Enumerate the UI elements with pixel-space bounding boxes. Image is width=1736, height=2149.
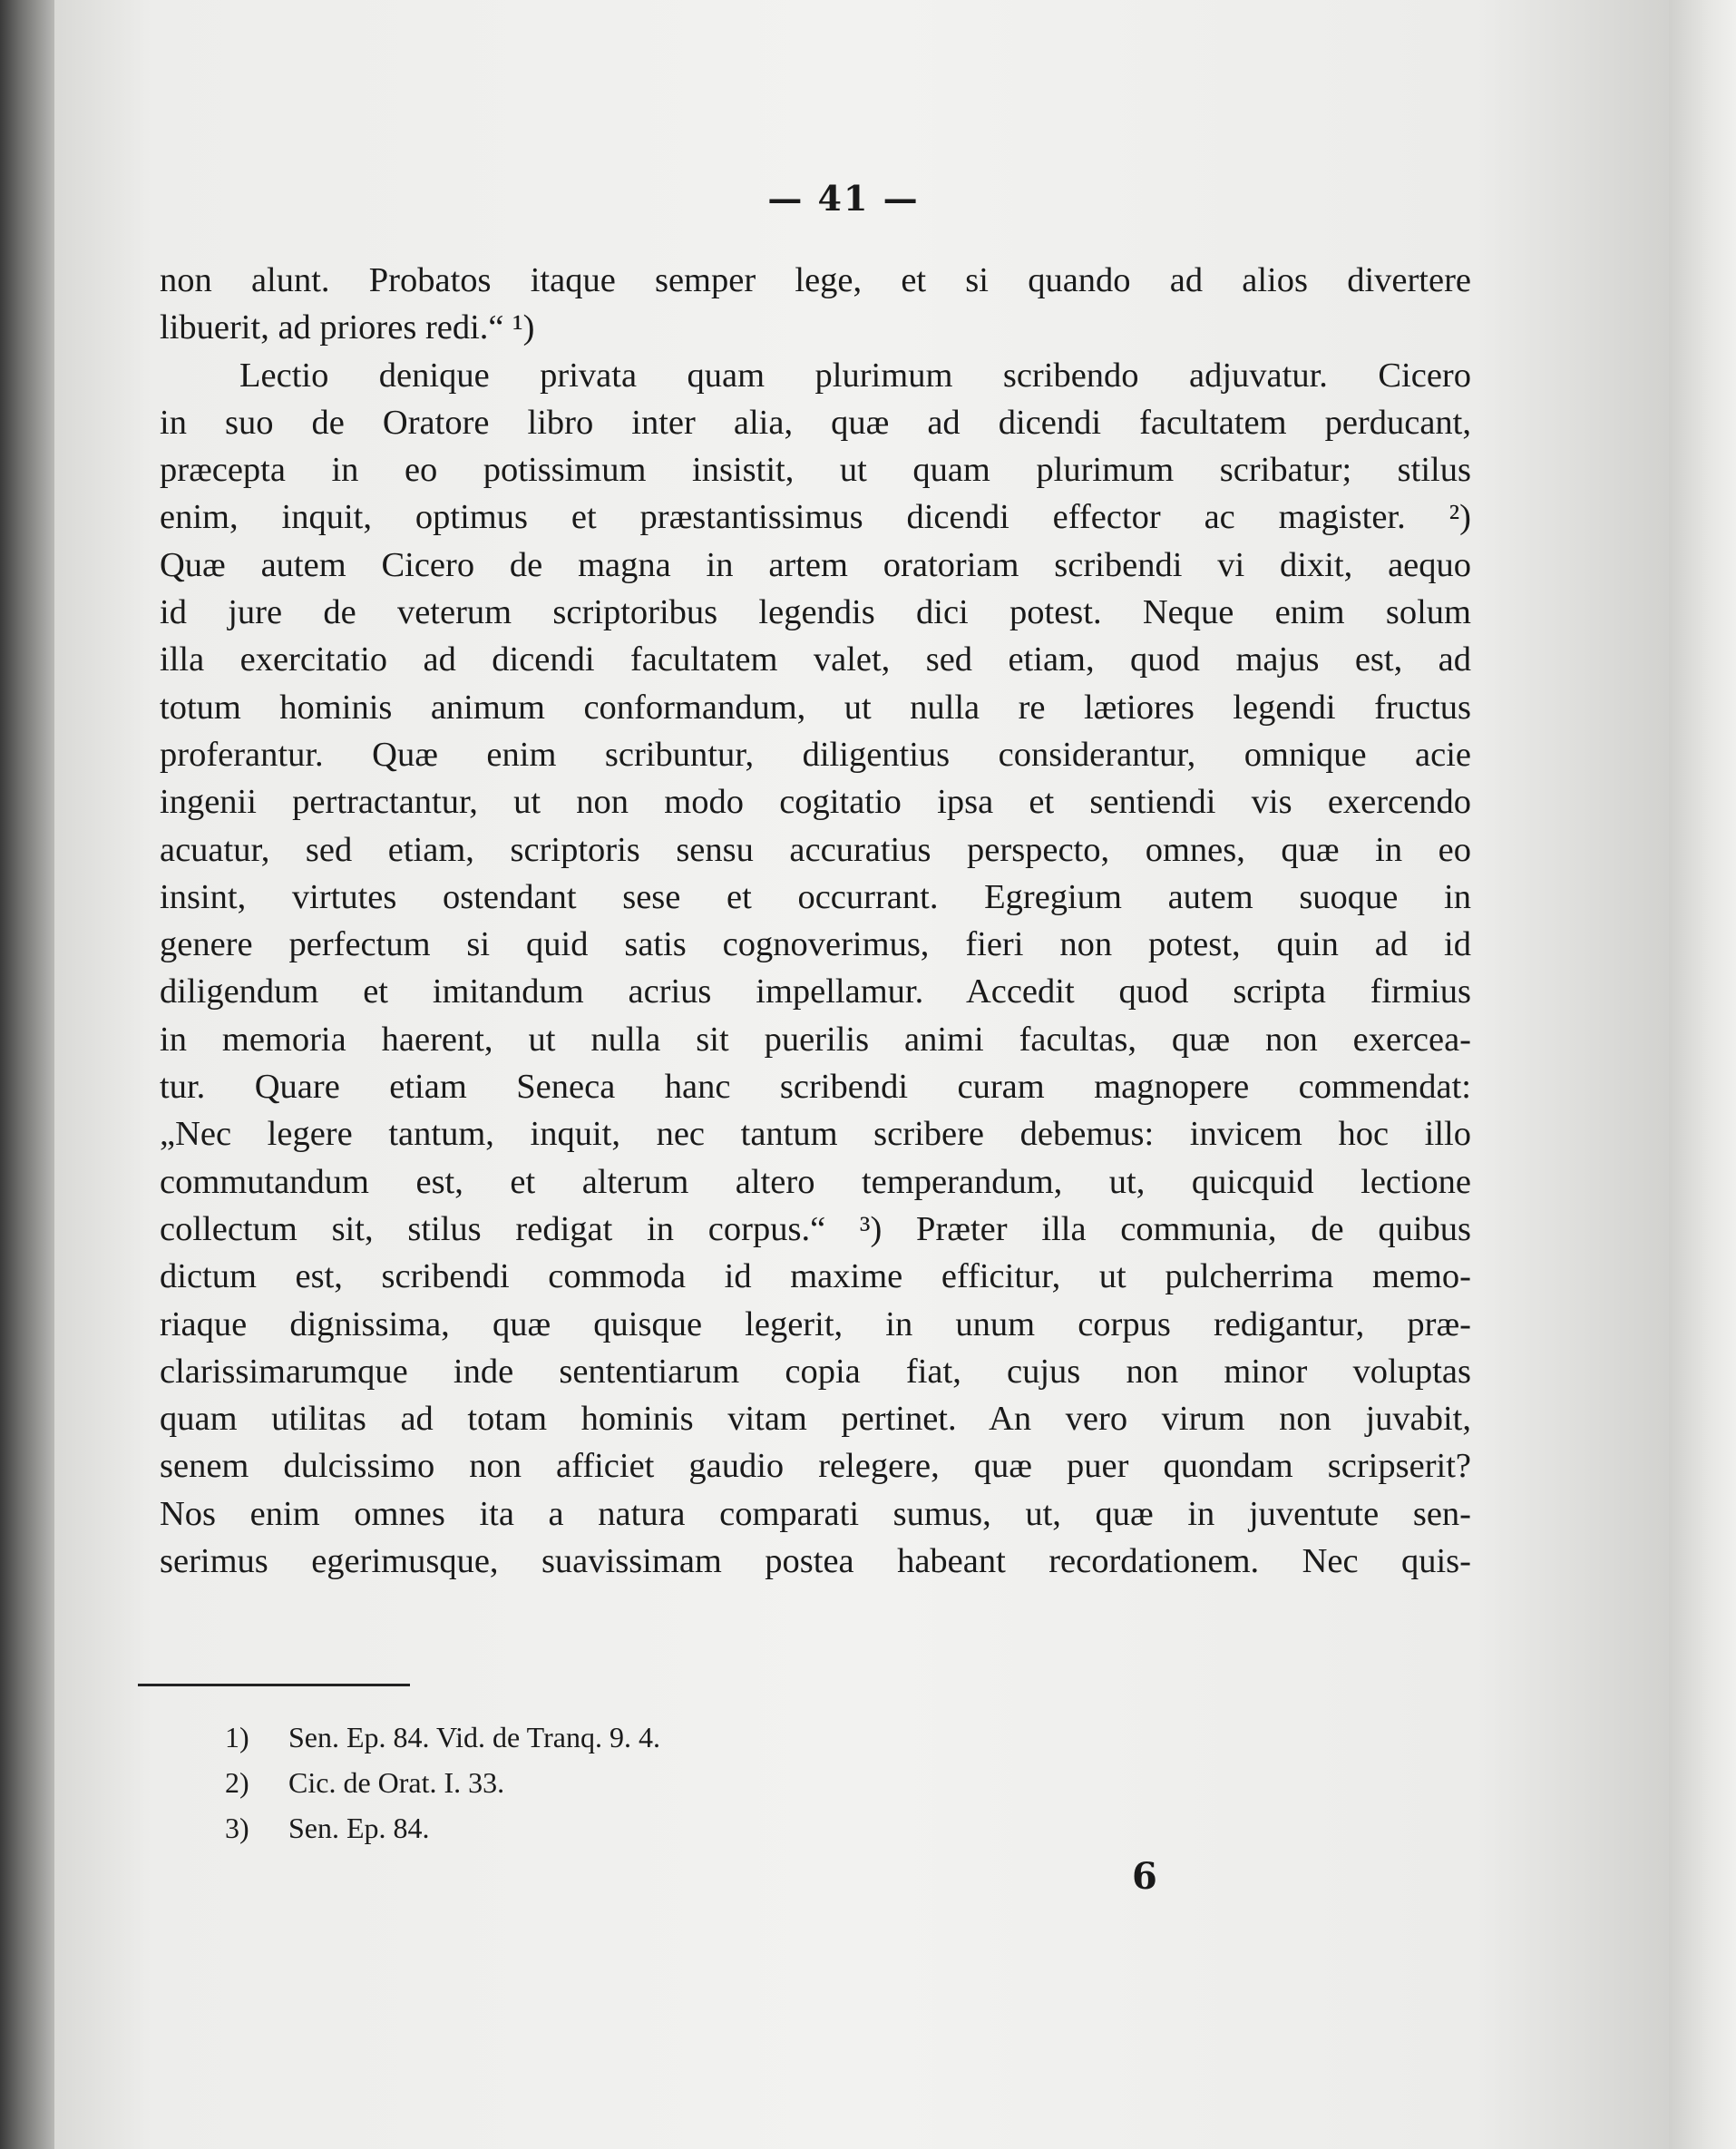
text-line: præcepta in eo potissimum insistit, ut quam plurimum scribatur; stilus [160, 451, 1471, 490]
text-line: acuatur, sed etiam, scriptoris sensu accuratius perspecto, omnes, quæ in eo [160, 830, 1471, 869]
footnote-number: 2) [225, 1766, 249, 1799]
text-line: Lectio denique privata quam plurimum scribendo adjuvatur. Cicero [239, 356, 1471, 395]
text-line: „Nec legere tantum, inquit, nec tantum scribere debemus: invicem hoc illo [160, 1115, 1471, 1154]
text-line: proferantur. Quæ enim scribuntur, diligentius considerantur, omnique acie [160, 735, 1471, 774]
text-line: ingenii pertractantur, ut non modo cogitatio ipsa et sentiendi vis exercendo [160, 783, 1471, 822]
text-line: dictum est, scribendi commoda id maxime efficitur, ut pulcherrima memo- [160, 1257, 1471, 1296]
footnote-text: Sen. Ep. 84. [288, 1812, 430, 1844]
text-line: totum hominis animum conformandum, ut nulla re lætiores legendi fructus [160, 688, 1471, 727]
text-line: non alunt. Probatos itaque semper lege, et si quando ad alios divertere [160, 261, 1471, 299]
text-line: in suo de Oratore libro inter alia, quæ ad dicendi facultatem perducant, [160, 403, 1471, 442]
text-line: riaque dignissima, quæ quisque legerit, in unum corpus redigantur, præ- [160, 1304, 1471, 1343]
footnote-item [225, 1714, 660, 1760]
text-line: commutandum est, et alterum altero temperandum, ut, quicquid lectione [160, 1162, 1471, 1201]
footnotes [225, 1714, 660, 1851]
text-line: libuerit, ad priores redi.“ ¹) [160, 308, 535, 347]
footnote-number: 3) [225, 1812, 249, 1844]
text-line: serimus egerimusque, suavissimam postea habeant recordationem. Nec quis- [160, 1542, 1471, 1581]
text-line: insint, virtutes ostendant sese et occurrant. Egregium autem suoque in [160, 877, 1471, 916]
text-line: senem dulcissimo non afficiet gaudio relegere, quæ puer quondam scripserit? [160, 1447, 1471, 1486]
text-line: diligendum et imitandum acrius impellamur. Accedit quod scripta firmius [160, 972, 1471, 1011]
text-line: illa exercitatio ad dicendi facultatem valet, sed etiam, quod majus est, ad [160, 640, 1471, 679]
text-line: id jure de veterum scriptoribus legendis dici potest. Neque enim solum [160, 593, 1471, 632]
footnote-item [225, 1760, 660, 1805]
text-line: in memoria haerent, ut nulla sit puerilis animi facultas, quæ non exercea- [160, 1020, 1471, 1059]
scan-edge-left [0, 0, 54, 2149]
footnote-divider [138, 1684, 410, 1686]
scan-edge-right [1669, 0, 1736, 2149]
footnote-item [225, 1805, 660, 1851]
text-line: Quæ autem Cicero de magna in artem oratoriam scribendi vi dixit, aequo [160, 545, 1471, 584]
text-line: clarissimarumque inde sententiarum copia fiat, cujus non minor voluptas [160, 1352, 1471, 1391]
footnote-text: Cic. de Orat. I. 33. [288, 1766, 505, 1799]
footnote-text: Sen. Ep. 84. Vid. de Tranq. 9. 4. [288, 1721, 660, 1753]
text-line: genere perfectum si quid satis cognoverimus, fieri non potest, quin ad id [160, 925, 1471, 964]
text-line: collectum sit, stilus redigat in corpus.“ ³) Præter illa communia, de quibus [160, 1209, 1471, 1248]
text-line: enim, inquit, optimus et præstantissimus dicendi effector ac magister. ²) [160, 498, 1471, 537]
text-line: quam utilitas ad totam hominis vitam pertinet. An vero virum non juvabit, [160, 1400, 1471, 1439]
footnote-number: 1) [225, 1721, 249, 1753]
main-text [160, 257, 1471, 1585]
page-number-header: — 41 — [767, 178, 920, 219]
signature-mark: 6 [1132, 1855, 1157, 1898]
text-line: tur. Quare etiam Seneca hanc scribendi curam magnopere commendat: [160, 1068, 1471, 1107]
text-line: Nos enim omnes ita a natura comparati sumus, ut, quæ in juventute sen- [160, 1494, 1471, 1533]
